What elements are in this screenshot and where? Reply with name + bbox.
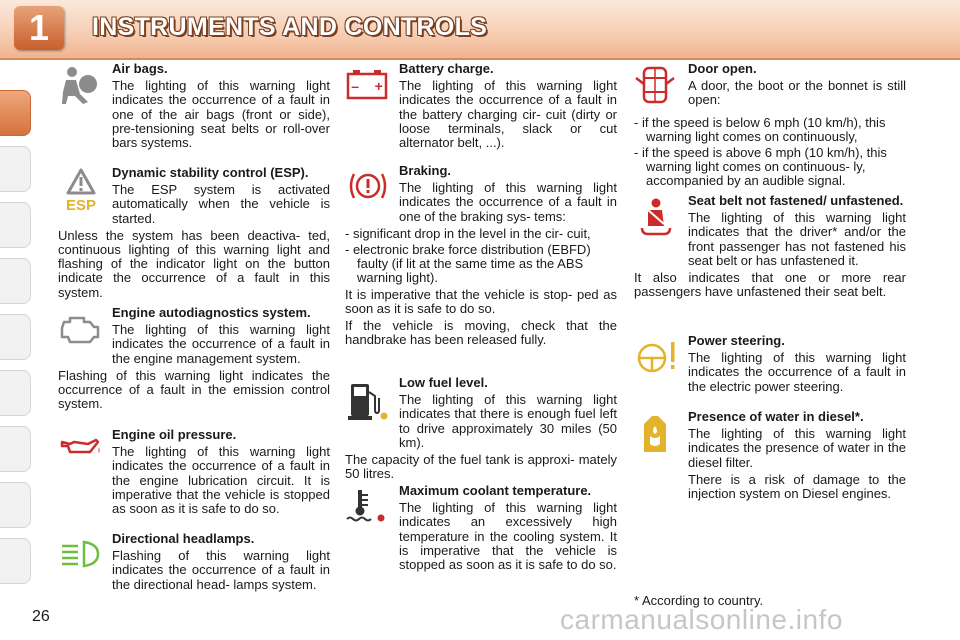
esp-label: ESP xyxy=(65,197,97,214)
brake-warning-icon xyxy=(345,166,391,206)
list-item: - electronic brake force distribution (EBFD) faulty (if lit at the same time as the ABS warning light). xyxy=(345,242,591,286)
list-item: - if the speed is above 6 mph (10 km/h), this warning light comes on continuous- ly, accompanied by an audible signal. xyxy=(634,145,887,189)
coolant-temperature-icon xyxy=(345,486,391,526)
section-text: Unless the system has been deactiva- ted, continuous lighting of this warning light and flashing of the indicator light on the button indicate the occurrence of a fault in this system. xyxy=(58,227,330,300)
chapter-tab-active[interactable] xyxy=(0,90,31,136)
chapter-tab[interactable] xyxy=(0,482,31,528)
low-fuel-icon xyxy=(345,378,391,418)
section-battery xyxy=(345,62,617,153)
section-text: It is imperative that the vehicle is stop- ped as soon as it is safe to do so. xyxy=(345,286,617,316)
water-in-diesel-icon xyxy=(634,412,680,452)
section-title: Power steering. xyxy=(688,333,785,348)
section-title: Dynamic stability control (ESP). xyxy=(112,165,309,180)
section-text: The lighting of this warning light indicates the occurrence of a fault in the battery charging cir- cuit (dirty or loose terminals, slack or cut alternator belt, ...). xyxy=(399,78,617,151)
footnote: * According to country. xyxy=(634,593,764,608)
section-esp xyxy=(58,166,330,303)
section-title: Presence of water in diesel*. xyxy=(688,409,864,424)
section-seat-belt xyxy=(634,194,906,302)
engine-diagnostics-icon xyxy=(58,308,104,348)
section-text: The lighting of this warning light indicates the presence of water in the diesel filter. xyxy=(688,426,906,470)
battery-label: – + xyxy=(351,78,383,94)
seat-belt-icon xyxy=(634,196,680,236)
section-text: If the vehicle is moving, check that the handbrake has been released fully. xyxy=(345,318,617,348)
chapter-tab[interactable] xyxy=(0,426,31,472)
section-text: The lighting of this warning light indicates that the driver* and/or the front passenger has not fastened his seat belt or has unfastened it. xyxy=(688,210,906,268)
chapter-tab[interactable] xyxy=(0,202,31,248)
section-title: Door open. xyxy=(688,61,757,76)
power-steering-icon xyxy=(634,336,680,376)
section-title: Seat belt not fastened/ unfastened. xyxy=(688,193,904,208)
section-text: The capacity of the fuel tank is approxi- mately 50 litres. xyxy=(345,452,617,482)
section-text: The lighting of this warning light indicates the occurrence of a fault in the electric power steering. xyxy=(688,350,906,394)
section-text: The lighting of this warning light indicates the occurrence of a fault in the engine lubrication circuit. It is imperative that the vehicle is stopped as soon as it is safe to do so. xyxy=(112,444,330,517)
section-title: Battery charge. xyxy=(399,61,494,76)
list-item: - significant drop in the level in the cir- cuit, xyxy=(345,225,591,241)
section-water-in-diesel xyxy=(634,410,906,504)
chapter-number: 1 xyxy=(14,6,64,50)
airbag-warning-icon xyxy=(58,64,104,104)
section-oil-pressure xyxy=(58,428,330,519)
chapter-tab[interactable] xyxy=(0,370,31,416)
section-low-fuel xyxy=(345,376,617,484)
section-text: The lighting of this warning light indicates the occurrence of a fault in the engine management system. xyxy=(112,322,330,366)
section-title: Engine oil pressure. xyxy=(112,427,237,442)
section-text: Flashing of this warning light indicates the occurrence of a fault in the directional head- lamps system. xyxy=(112,548,330,592)
section-text: The lighting of this warning light indicates an excessively high temperature in the cooling system. It is imperative that the vehicle is stopped as soon as it is safe to do so. xyxy=(399,500,617,573)
section-title: Braking. xyxy=(399,163,452,178)
page-header xyxy=(0,0,960,60)
directional-headlamps-icon xyxy=(58,534,104,574)
esp-warning-icon xyxy=(58,168,104,214)
watermark: carmanualsonline.info xyxy=(560,604,843,635)
section-text: The ESP system is activated automatically when the vehicle is started. xyxy=(112,182,330,226)
section-engine-diagnostics xyxy=(58,306,330,414)
section-text: The lighting of this warning light indicates that there is enough fuel left to drive approximately 30 miles (50 km). xyxy=(399,392,617,450)
section-text: The lighting of this warning light indicates the occurrence of a fault in one of the braking sys- tems: xyxy=(399,180,617,224)
section-title: Directional headlamps. xyxy=(112,531,255,546)
list-item: - if the speed is below 6 mph (10 km/h), this warning light comes on continuously, xyxy=(634,114,886,144)
section-power-steering xyxy=(634,334,906,397)
section-door-open xyxy=(634,62,906,191)
section-airbags xyxy=(58,62,330,153)
section-title: Low fuel level. xyxy=(399,375,488,390)
section-braking xyxy=(345,164,617,350)
section-text: A door, the boot or the bonnet is still open: xyxy=(688,78,906,108)
chapter-tabs xyxy=(0,66,32,586)
oil-pressure-icon xyxy=(58,430,104,470)
door-open-icon xyxy=(634,64,680,104)
section-title: Air bags. xyxy=(112,61,168,76)
chapter-tab[interactable] xyxy=(0,314,31,360)
chapter-tab[interactable] xyxy=(0,258,31,304)
page-title: INSTRUMENTS AND CONTROLS xyxy=(92,13,488,41)
section-text: The lighting of this warning light indicates the occurrence of a fault in one of the air bags (front or side), pre-tensioning seat belts or roll-over bars systems. xyxy=(112,78,330,151)
section-text: It also indicates that one or more rear passengers have unfastened their seat belt. xyxy=(634,270,906,300)
section-text: There is a risk of damage to the injection system on Diesel engines. xyxy=(688,471,906,502)
battery-icon xyxy=(345,64,391,104)
section-title: Engine autodiagnostics system. xyxy=(112,305,311,320)
section-directional-headlamps xyxy=(58,532,330,595)
section-coolant-temperature xyxy=(345,484,617,575)
section-text: Flashing of this warning light indicates the occurrence of a fault in the emission control system. xyxy=(58,367,330,412)
chapter-tab[interactable] xyxy=(0,538,31,584)
chapter-tab[interactable] xyxy=(0,146,31,192)
section-title: Maximum coolant temperature. xyxy=(399,483,592,498)
page-number: 26 xyxy=(32,608,50,625)
